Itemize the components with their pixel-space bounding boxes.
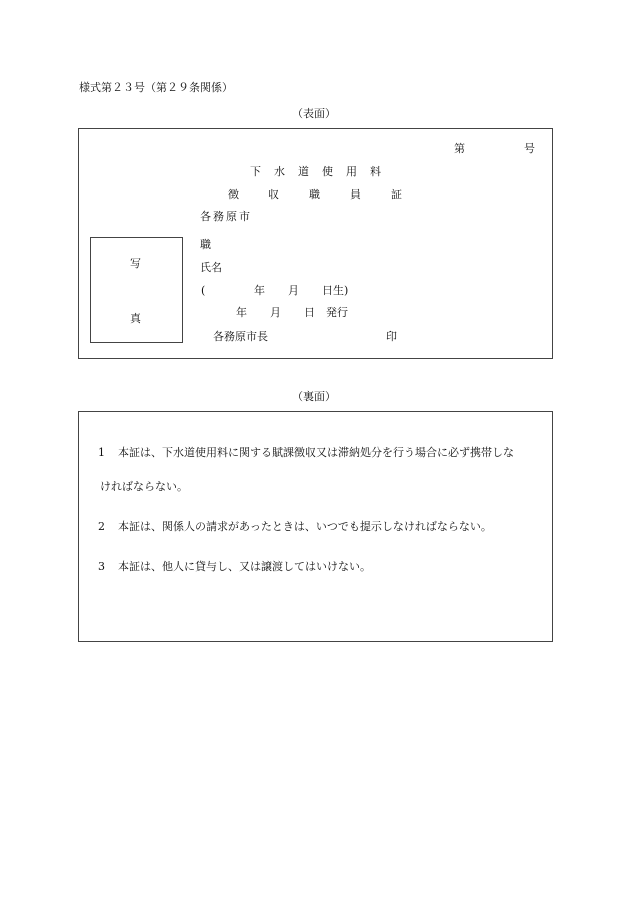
title-char: 料 xyxy=(370,165,381,178)
title-char: 道 xyxy=(298,165,309,178)
issuer-city: 各務原市 xyxy=(200,210,252,223)
item-number: 2 xyxy=(98,520,105,533)
item-text: 本証は、下水道使用料に関する賦課徴収又は滞納処分を行う場合に必ず携帯しな xyxy=(118,446,514,459)
issue-day: 日 xyxy=(304,306,315,319)
item-text: 本証は、関係人の請求があったときは、いつでも提示しなければならない。 xyxy=(118,520,492,533)
number-prefix: 第 xyxy=(454,142,465,155)
title-char: 用 xyxy=(346,165,357,178)
birth-day: 日生) xyxy=(322,284,349,297)
birth-month: 月 xyxy=(288,284,299,297)
title-char: 収 xyxy=(268,188,279,201)
title-char: 徴 xyxy=(228,188,239,201)
seal-label: 印 xyxy=(386,330,397,343)
field-name: 氏名 xyxy=(200,261,222,274)
form-number: 様式第２３号（第２９条関係） xyxy=(79,81,233,94)
item-number: 1 xyxy=(98,446,105,459)
field-position: 職 xyxy=(200,238,211,251)
issue-year: 年 xyxy=(236,306,247,319)
birth-open: ( xyxy=(201,284,206,297)
title-char: 証 xyxy=(391,188,402,201)
number-suffix: 号 xyxy=(524,142,535,155)
photo-box xyxy=(90,237,183,343)
item-number: 3 xyxy=(98,560,105,573)
title-char: 水 xyxy=(274,165,285,178)
back-side-label: （裏面） xyxy=(292,390,336,403)
title-char: 職 xyxy=(309,188,320,201)
mayor-label: 各務原市長 xyxy=(213,330,268,343)
issue-month: 月 xyxy=(270,306,281,319)
item-text: 本証は、他人に貸与し、又は譲渡してはいけない。 xyxy=(118,560,371,573)
photo-char: 真 xyxy=(130,312,141,325)
birth-year: 年 xyxy=(254,284,265,297)
title-char: 下 xyxy=(250,165,261,178)
title-char: 使 xyxy=(322,165,333,178)
title-char: 員 xyxy=(350,188,361,201)
photo-char: 写 xyxy=(130,257,141,270)
front-side-label: （表面） xyxy=(292,107,336,120)
issue-label: 発行 xyxy=(326,306,348,319)
item-text: ければならない。 xyxy=(100,480,188,493)
